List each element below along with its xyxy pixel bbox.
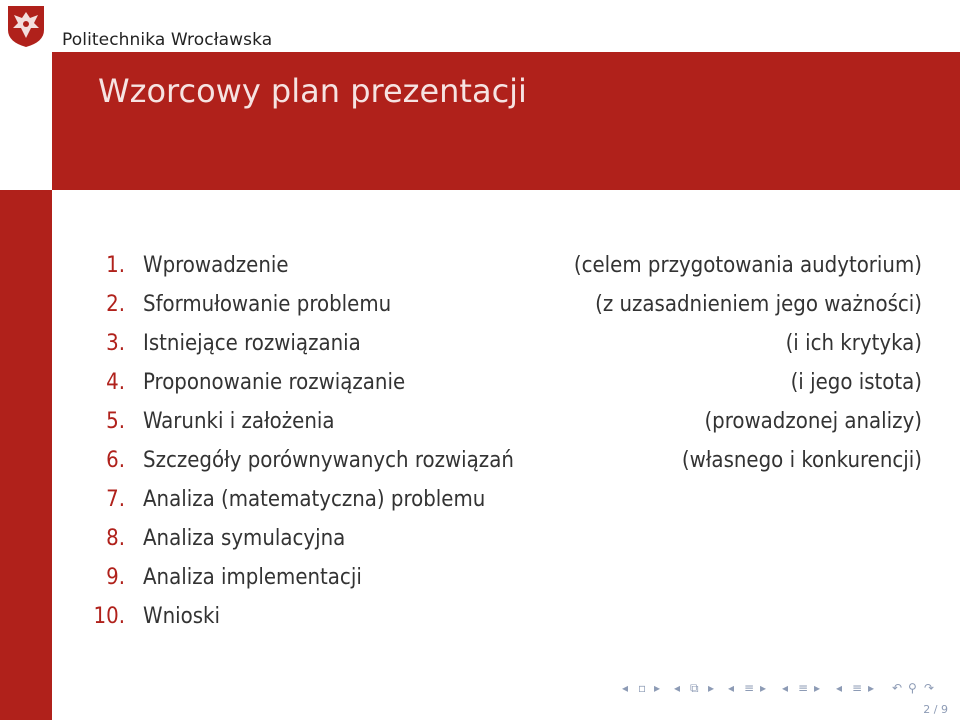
nav-prev-frame-icon[interactable]: ◂ <box>622 681 629 695</box>
item-note: (i jego istota) <box>790 370 922 395</box>
item-label: Analiza (matematyczna) problemu <box>143 487 486 512</box>
nav-prev-subsection-icon[interactable]: ◂ <box>674 681 681 695</box>
item-number: 7. <box>106 487 125 512</box>
list-item <box>80 404 925 443</box>
list-item <box>80 482 925 521</box>
nav-subsection-icon[interactable]: ⧉ <box>690 681 699 695</box>
item-number: 1. <box>106 253 125 278</box>
list-item <box>80 287 925 326</box>
left-stripe <box>0 190 52 720</box>
nav-prev-doc-icon[interactable]: ◂ <box>836 681 843 695</box>
eagle-shield-icon <box>6 4 46 48</box>
nav-frame-icon[interactable]: ▫ <box>638 681 647 695</box>
item-label: Warunki i założenia <box>143 409 335 434</box>
list-item <box>80 248 925 287</box>
nav-next-section-icon[interactable]: ▸ <box>760 681 767 695</box>
item-number: 2. <box>106 292 125 317</box>
item-label: Sformułowanie problemu <box>143 292 392 317</box>
item-label: Wprowadzenie <box>143 253 289 278</box>
nav-forward-icon[interactable]: ↷ <box>924 681 935 695</box>
item-label: Proponowanie rozwiązanie <box>143 370 406 395</box>
item-note: (własnego i konkurencji) <box>681 448 922 473</box>
list-item <box>80 443 925 482</box>
nav-next-part-icon[interactable]: ▸ <box>814 681 821 695</box>
nav-doc-icon[interactable]: ≡ <box>852 681 863 695</box>
university-name: Politechnika Wrocławska <box>62 30 273 50</box>
item-label: Szczegóły porównywanych rozwiązań <box>143 448 514 473</box>
list-item <box>80 326 925 365</box>
nav-prev-part-icon[interactable]: ◂ <box>782 681 789 695</box>
nav-search-icon[interactable]: ⚲ <box>908 681 917 695</box>
slide-title: Wzorcowy plan prezentacji <box>98 72 527 110</box>
list-item <box>80 365 925 404</box>
item-note: (prowadzonej analizy) <box>704 409 922 434</box>
item-note: (z uzasadnieniem jego ważności) <box>595 292 922 317</box>
item-number: 10. <box>93 604 125 629</box>
nav-next-frame-icon[interactable]: ▸ <box>654 681 661 695</box>
nav-next-doc-icon[interactable]: ▸ <box>868 681 875 695</box>
header-bar <box>0 0 960 52</box>
item-note: (celem przygotowania audytorium) <box>573 253 922 278</box>
item-number: 3. <box>106 331 125 356</box>
nav-prev-section-icon[interactable]: ◂ <box>728 681 735 695</box>
item-label: Analiza implementacji <box>143 565 362 590</box>
page-number: 2 / 9 <box>923 703 948 716</box>
item-number: 9. <box>106 565 125 590</box>
nav-part-icon[interactable]: ≡ <box>798 681 809 695</box>
item-label: Wnioski <box>143 604 220 629</box>
item-label: Analiza symulacyjna <box>143 526 346 551</box>
beamer-navigation <box>622 681 957 697</box>
item-number: 5. <box>106 409 125 434</box>
nav-section-icon[interactable]: ≡ <box>744 681 755 695</box>
item-label: Istniejące rozwiązania <box>143 331 361 356</box>
list-item <box>80 521 925 560</box>
item-note: (i ich krytyka) <box>785 331 922 356</box>
item-number: 8. <box>106 526 125 551</box>
item-number: 4. <box>106 370 125 395</box>
item-number: 6. <box>106 448 125 473</box>
nav-next-subsection-icon[interactable]: ▸ <box>708 681 715 695</box>
nav-back-icon[interactable]: ↶ <box>892 681 903 695</box>
agenda-list <box>80 248 925 638</box>
list-item <box>80 560 925 599</box>
list-item <box>80 599 925 638</box>
title-corner <box>0 52 52 190</box>
